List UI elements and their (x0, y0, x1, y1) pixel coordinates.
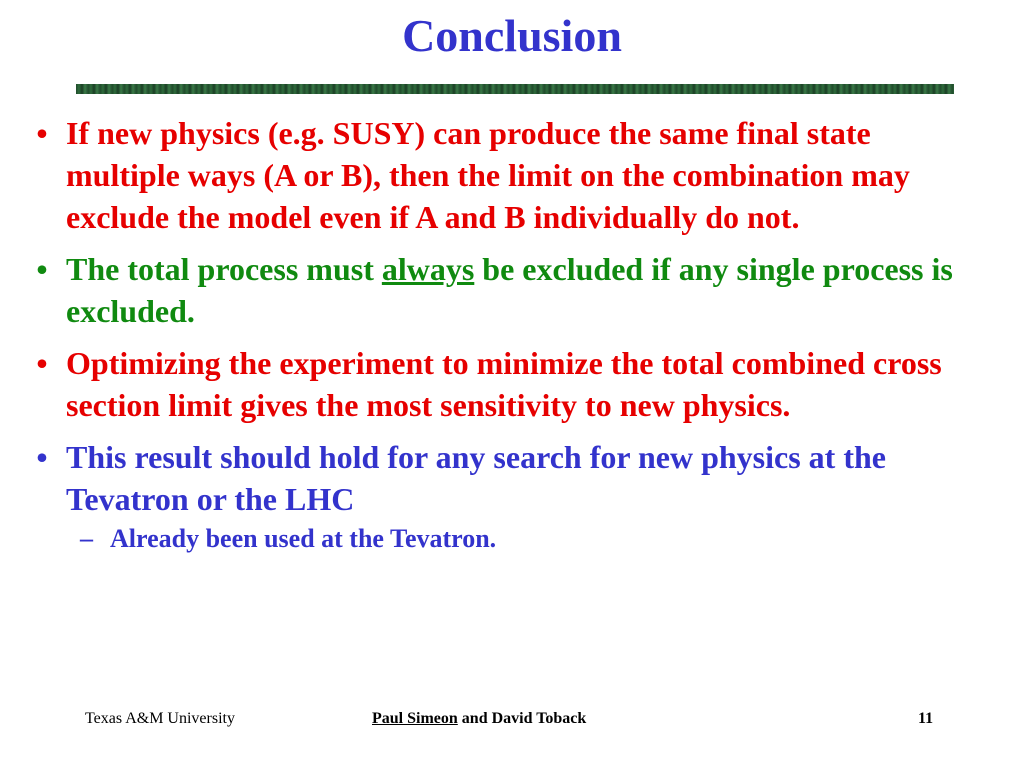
slide-title: Conclusion (402, 10, 622, 61)
title-divider (76, 84, 954, 94)
footer-author-secondary: and David Toback (457, 710, 587, 727)
bullet-text-start: The total process must (66, 251, 382, 287)
sub-bullet-marker: – (80, 524, 93, 553)
bullet-item-total-process (30, 248, 990, 332)
footer-author-primary: Paul Simeon (372, 710, 458, 727)
sub-bullet-text: Already been used at the Tevatron. (110, 524, 497, 553)
bullet-marker: • (36, 115, 48, 151)
bullet-text: Optimizing the experiment to minimize the total combined cross section limit gives the most sensitivity to new physics. (66, 345, 942, 423)
slide-footer (0, 710, 1024, 732)
bullet-text: This result should hold for any search for new physics at the Tevatron or the LHC (66, 439, 886, 517)
bullet-item-optimizing (30, 342, 990, 426)
footer-institution: Texas A&M University (85, 710, 235, 727)
bullet-item-combination (30, 112, 990, 238)
page-number: 11 (918, 710, 934, 727)
bullet-emphasis: always (381, 251, 475, 287)
bullet-item-lhc (30, 436, 990, 520)
bullet-text: If new physics (e.g. SUSY) can produce the same final state multiple ways (A or B), then the limit on the combination may exclude the model even if A and B individually do not. (66, 115, 910, 235)
bullet-marker: • (36, 251, 48, 287)
bullet-text-end: be excluded if any single process is excluded. (66, 251, 953, 329)
sub-bullet-tevatron (30, 522, 990, 556)
bullet-marker: • (36, 439, 48, 475)
bullet-list (30, 112, 990, 556)
bullet-marker: • (36, 345, 48, 381)
footer-authors (372, 710, 586, 728)
